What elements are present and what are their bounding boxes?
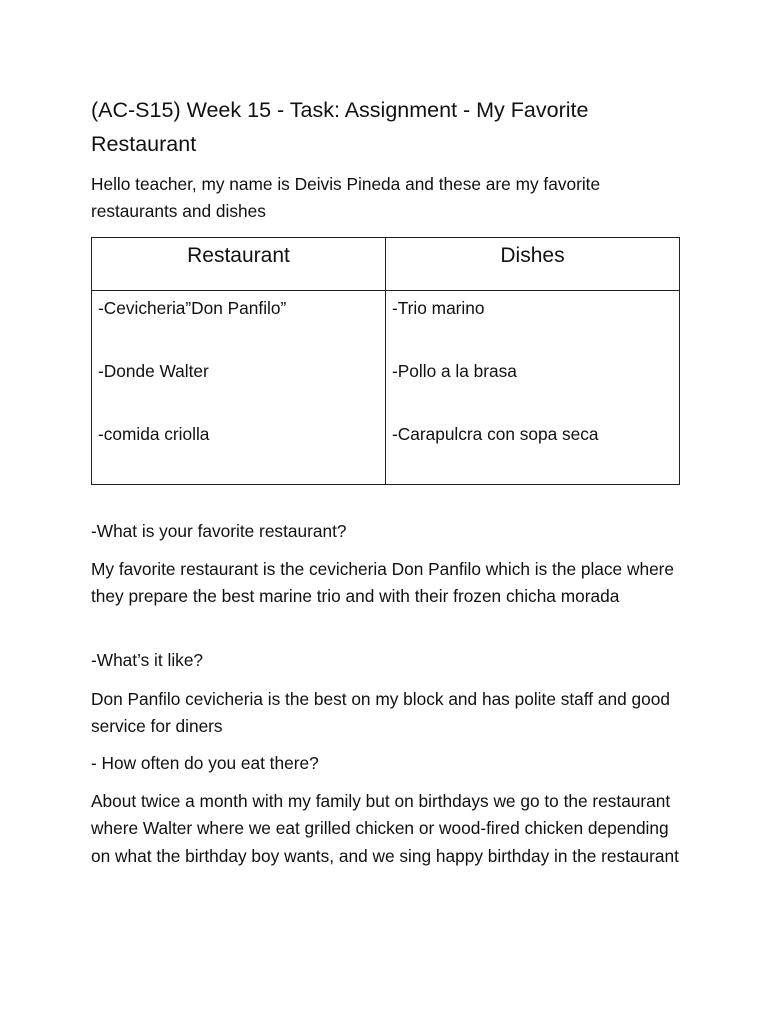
question-what-like: -What’s it like? <box>91 650 204 670</box>
document-title: (AC-S15) Week 15 - Task: Assignment - My Favorite Restaurant <box>91 98 589 156</box>
restaurant-item: -Donde Walter <box>98 361 209 381</box>
answer-what-like: Don Panfilo cevicheria is the best on my block and has polite staff and good service for diners <box>91 689 670 737</box>
question-how-often: - How often do you eat there? <box>91 753 319 773</box>
restaurant-cell <box>92 291 386 485</box>
header-restaurant: Restaurant <box>92 238 386 291</box>
answer-how-often: About twice a month with my family but on birthdays we go to the restaurant where Walter where we eat grilled chicken or wood-fired chicken depending on what the birthday boy wants, and we sing happy birthday in the restaurant <box>91 791 679 866</box>
dish-item: -Carapulcra con sopa seca <box>392 424 599 444</box>
table-header-row <box>92 238 680 291</box>
dishes-cell <box>386 291 680 485</box>
restaurant-item: -Cevicheria”Don Panfilo” <box>98 298 287 318</box>
restaurant-item: -comida criolla <box>98 424 210 444</box>
header-dishes: Dishes <box>386 238 680 291</box>
intro-paragraph: Hello teacher, my name is Deivis Pineda and these are my favorite restaurants and dishes <box>91 174 601 222</box>
restaurants-table <box>91 237 680 485</box>
dish-item: -Pollo a la brasa <box>392 361 517 381</box>
question-favorite: -What is your favorite restaurant? <box>91 521 347 541</box>
dish-item: -Trio marino <box>392 298 485 318</box>
table-row <box>92 291 680 485</box>
answer-favorite: My favorite restaurant is the cevicheria Don Panfilo which is the place where they prepare the best marine trio and with their frozen chicha morada <box>91 559 675 607</box>
